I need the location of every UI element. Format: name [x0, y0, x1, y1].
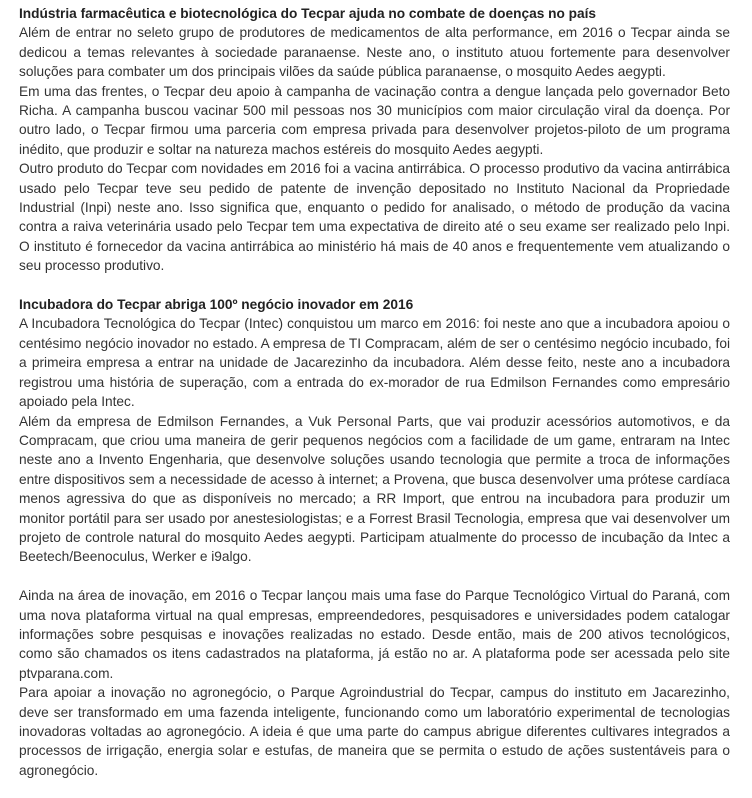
- paragraph: A Incubadora Tecnológica do Tecpar (Intec) conquistou um marco em 2016: foi neste ano que a incubadora apoiou o centésimo negócio inovador no estado. A empresa de TI Compracam, além de ser o centésimo negócio incubado, foi a primeira empresa a entrar na unidade de Jacarezinho da incubadora. Além desse feito, neste ano a incubadora registrou uma história de superação, com a entrada do ex-morador de rua Edmilson Fernandes como empresário apoiado pela Intec.: [19, 316, 730, 410]
- section-incubator: [19, 295, 730, 567]
- paragraph: Ainda na área de inovação, em 2016 o Tecpar lançou mais uma fase do Parque Tecnológico Virtual do Paraná, com uma nova plataforma virtual na qual empresas, empreendedores, pesquisadores e universidades podem catalogar informações sobre pesquisas e inovações realizadas no estado. Desde então, mais de 200 ativos tecnológicos, como são chamados os itens cadastrados na plataforma, já estão no ar. A plataforma pode ser acessada pelo site ptvparana.com.: [19, 588, 730, 681]
- section-pharma: [19, 4, 730, 276]
- article-body: [19, 4, 730, 780]
- paragraph: Em uma das frentes, o Tecpar deu apoio à campanha de vacinação contra a dengue lançada pelo governador Beto Richa. A campanha buscou vacinar 500 mil pessoas nos 30 municípios com maior circulação viral da doença. Por outro lado, o Tecpar firmou uma parceria com empresa privada para desenvolver projetos-piloto de um programa inédito, que produzir e soltar na natureza machos estéreis do mosquito Aedes aegypti.: [19, 83, 730, 157]
- section-spacer: [19, 567, 730, 586]
- section-innovation: [19, 586, 730, 780]
- section-title: Incubadora do Tecpar abriga 100º negócio inovador em 2016: [19, 297, 414, 313]
- paragraph: Para apoiar a inovação no agronegócio, o Parque Agroindustrial do Tecpar, campus do instituto em Jacarezinho, deve ser transformado em uma fazenda inteligente, funcionando como um laboratório experimental de tecnologias inovadoras voltadas ao agronegócio. A ideia é que uma parte do campus abrigue diferentes cultivares integrados a processos de irrigação, energia solar e estufas, de maneira que se permita o estudo de ações sustentáveis para o agronegócio.: [19, 685, 730, 778]
- paragraph: Além de entrar no seleto grupo de produtores de medicamentos de alta performance, em 2016 o Tecpar ainda se dedicou a temas relevantes à sociedade paranaense. Neste ano, o instituto atuou fortemente para desenvolver soluções para combater um dos principais vilões da saúde pública paranaense, o mosquito Aedes aegypti.: [19, 25, 730, 80]
- paragraph: Outro produto do Tecpar com novidades em 2016 foi a vacina antirrábica. O processo produtivo da vacina antirrábica usado pelo Tecpar teve seu pedido de patente de invenção depositado no Instituto Nacional da Propriedade Industrial (Inpi) neste ano. Isso significa que, enquanto o pedido for analisado, o método de produção da vacina contra a raiva veterinária usado pelo Tecpar tem uma expectativa de direito até o seu exame ser realizado pelo Inpi. O instituto é fornecedor da vacina antirrábica ao ministério há mais de 40 anos e frequentemente vem atualizando o seu processo produtivo.: [19, 161, 730, 274]
- paragraph: Além da empresa de Edmilson Fernandes, a Vuk Personal Parts, que vai produzir acessórios automotivos, e da Compracam, que criou uma maneira de gerir pequenos negócios com a facilidade de um game, entraram na Intec neste ano a Invento Engenharia, que desenvolve soluções usando tecnologia que permite a troca de informações entre dispositivos sem a necessidade de acesso à internet; a Provena, que busca desenvolver uma prótese cardíaca menos agressiva do que as disponíveis no mercado; a RR Import, que entrou na incubadora para produzir um monitor portátil para ser usado por anestesiologistas; e a Forrest Brasil Tecnologia, empresa que vai desenvolver um projeto de controle natural do mosquito Aedes aegypti. Participam atualmente do processo de incubação da Intec a Beetech/Beenoculus, Werker e i9algo.: [19, 413, 730, 565]
- section-title: Indústria farmacêutica e biotecnológica do Tecpar ajuda no combate de doenças no país: [19, 6, 597, 21]
- section-spacer: [19, 276, 730, 295]
